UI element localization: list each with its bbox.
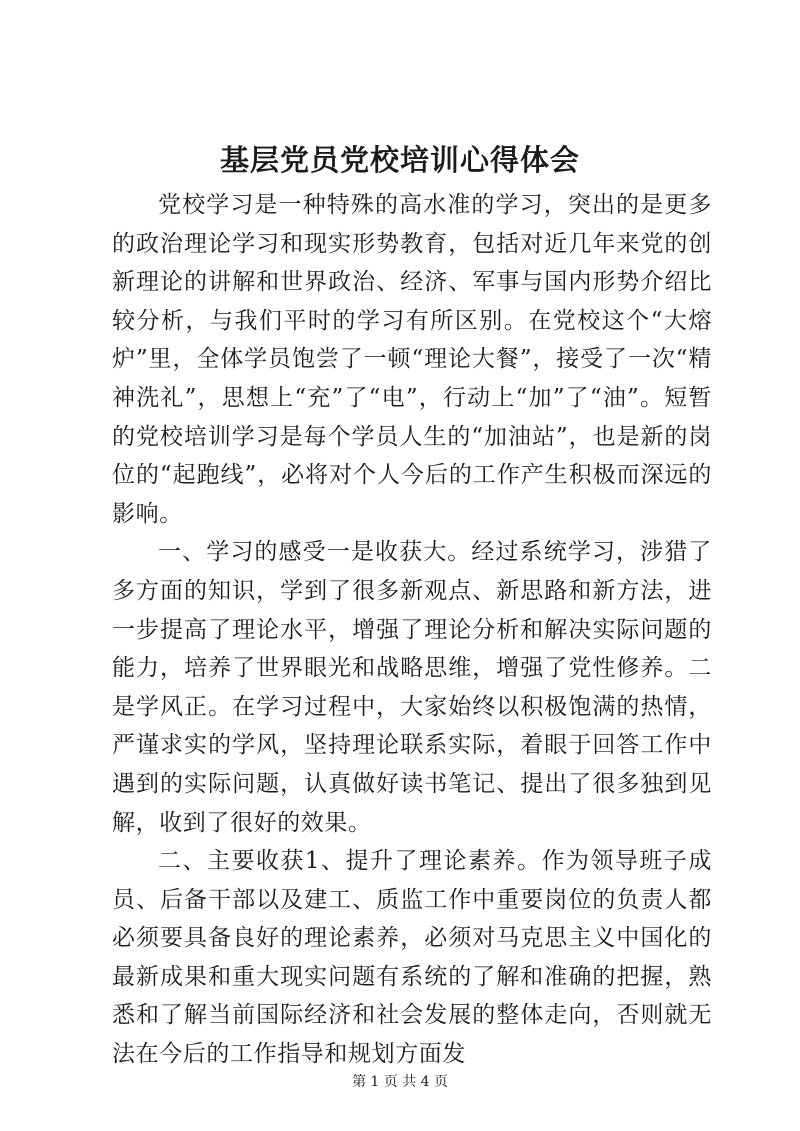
page-footer: 第 1 页 共 4 页 [351,1074,449,1090]
paragraph-intro: 党校学习是一种特殊的高水准的学习，突出的是更多的政治理论学习和现实形势教育，包括对近几年来党的创新理论的讲解和世界政治、经济、军事与国内形势介绍比较分析，与我们平时的学习有所区别。在党校这个“大熔炉”里，全体学员饱尝了一顿“理论大餐”，接受了一次“精神洗礼”，思想上“充”了“电”，行动上“加”了“油”。短暂的党校培训学习是每个学员人生的“加油站”，也是新的岗位的“起跑线”，必将对个人今后的工作产生积极而深远的影响。 [112,192,712,527]
document-title: 基层党员党校培训心得体会 [219,143,580,177]
document-body [112,186,712,1074]
paragraph-section-1: 一、学习的感受一是收获大。经过系统学习，涉猎了多方面的知识，学到了很多新观点、新思路和新方法，进一步提高了理论水平，增强了理论分析和解决实际问题的能力，培养了世界眼光和战略思维，增强了党性修养。二是学风正。在学习过程中，大家始终以积极饱满的热情，严谨求实的学风，坚持理论联系实际，着眼于回答工作中遇到的实际问题，认真做好读书笔记、提出了很多独到见解，收到了很好的效果。 [112,539,712,836]
paragraph-section-2: 二、主要收获1、提升了理论素养。作为领导班子成员、后备干部以及建工、质监工作中重要岗位的负责人都必须要具备良好的理论素养，必须对马克思主义中国化的最新成果和重大现实问题有系统的了解和准确的把握，熟悉和了解当前国际经济和社会发展的整体走向，否则就无法在今后的工作指导和规划方面发 [112,848,712,1068]
